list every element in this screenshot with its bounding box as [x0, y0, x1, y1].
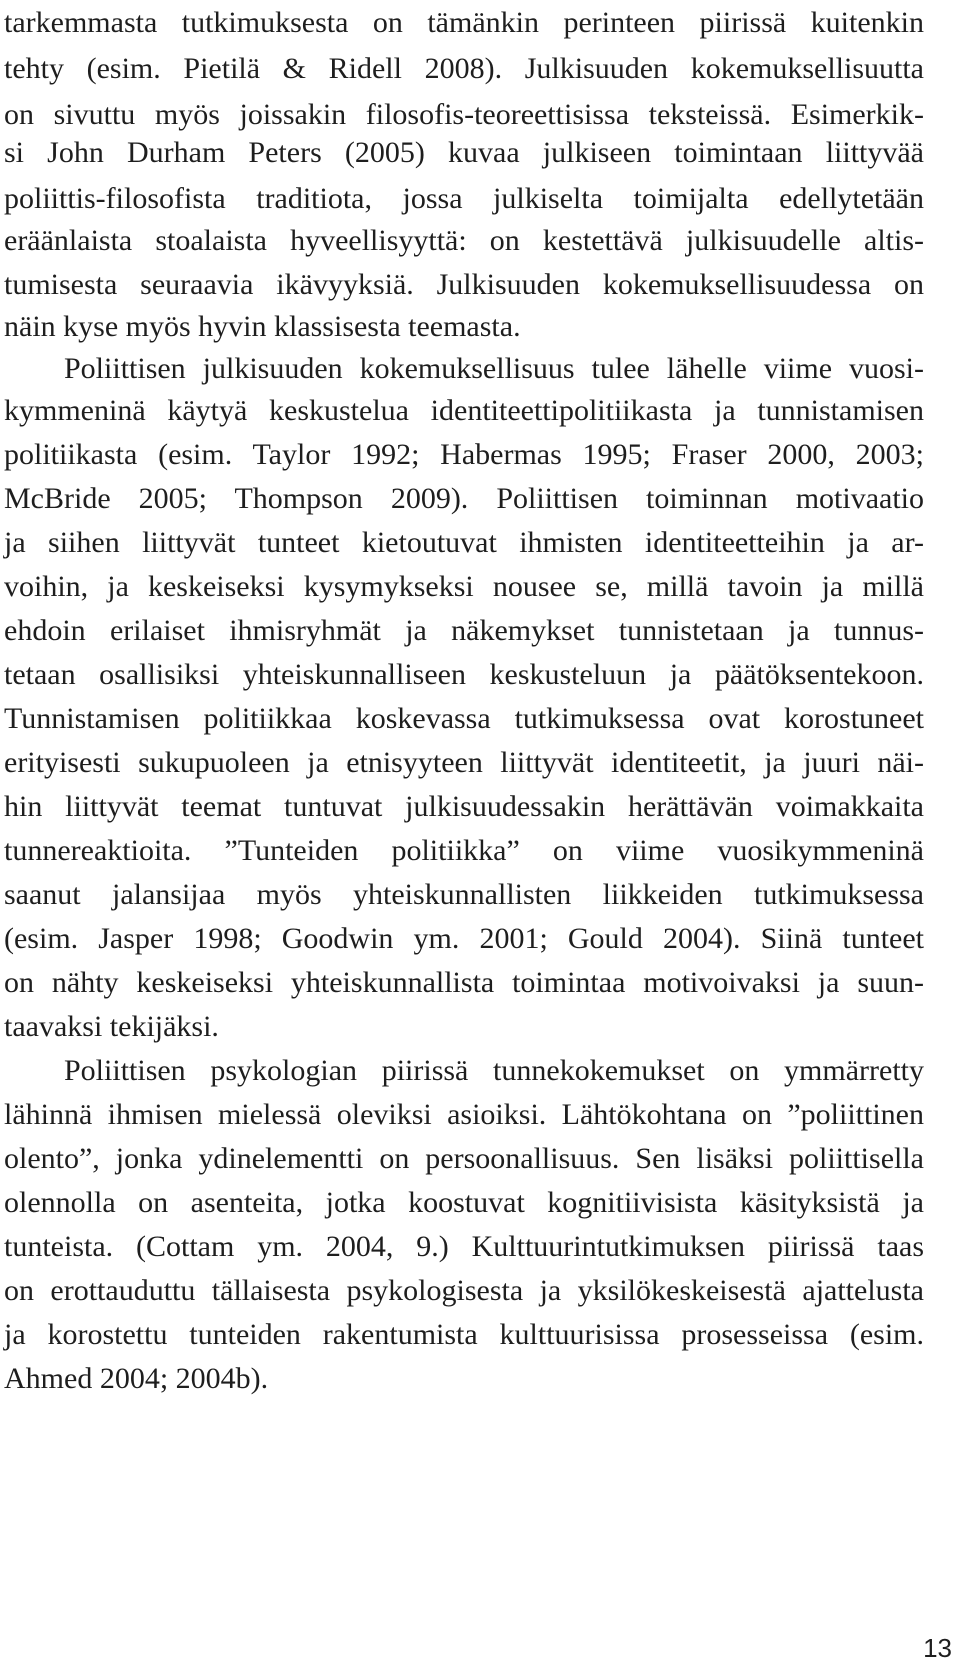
- text-line: on sivuttu myös joissakin filosofis-teoreettisissa teksteissä. Esimerkik-: [4, 98, 924, 131]
- paragraph-first-line: Poliittisen julkisuuden kokemuksellisuus tulee lähelle viime vuosi-: [64, 352, 924, 385]
- text-line: ja korostettu tunteiden rakentumista kulttuurisissa prosesseissa (esim.: [4, 1318, 924, 1351]
- text-line: (esim. Jasper 1998; Goodwin ym. 2001; Gould 2004). Siinä tunteet: [4, 922, 924, 955]
- text-line: hin liittyvät teemat tuntuvat julkisuudessakin herättävän voimakkaita: [4, 790, 924, 823]
- text-line: tunnereaktioita. ”Tunteiden politiikka” on viime vuosikymmeninä: [4, 834, 924, 867]
- text-line: tetaan osallisiksi yhteiskunnalliseen keskusteluun ja päätöksentekoon.: [4, 658, 924, 691]
- text-line: tumisesta seuraavia ikävyyksiä. Julkisuuden kokemuksellisuudessa on: [4, 268, 924, 301]
- text-line: on nähty keskeiseksi yhteiskunnallista toimintaa motivoivaksi ja suun-: [4, 966, 924, 999]
- text-line: on erottauduttu tällaisesta psykologisesta ja yksilökeskeisestä ajattelusta: [4, 1274, 924, 1307]
- text-line: ja siihen liittyvät tunteet kietoutuvat ihmisten identiteetteihin ja ar-: [4, 526, 924, 559]
- page-number: 13: [923, 1633, 952, 1663]
- text-line: erityisesti sukupuoleen ja etnisyyteen liittyvät identiteetit, ja juuri näi-: [4, 746, 924, 779]
- text-line: Ahmed 2004; 2004b).: [4, 1362, 269, 1395]
- text-line: kymmeninä käytyä keskustelua identiteettipolitiikasta ja tunnistamisen: [4, 394, 924, 427]
- text-line: si John Durham Peters (2005) kuvaa julkiseen toimintaan liittyvää: [4, 136, 924, 169]
- text-line: McBride 2005; Thompson 2009). Poliittisen toiminnan motivaatio: [4, 482, 924, 515]
- paragraph-first-line: Poliittisen psykologian piirissä tunnekokemukset on ymmärretty: [64, 1054, 924, 1087]
- text-line: eräänlaista stoalaista hyveellisyyttä: on kestettävä julkisuudelle altis-: [4, 224, 924, 257]
- text-line: Tunnistamisen politiikkaa koskevassa tutkimuksessa ovat korostuneet: [4, 702, 924, 735]
- text-line: tehty (esim. Pietilä & Ridell 2008). Julkisuuden kokemuksellisuutta: [4, 52, 924, 85]
- text-line: olennolla on asenteita, jotka koostuvat kognitiivisista käsityksistä ja: [4, 1186, 924, 1219]
- text-line: voihin, ja keskeiseksi kysymykseksi nousee se, millä tavoin ja millä: [4, 570, 924, 603]
- text-line: näin kyse myös hyvin klassisesta teemasta.: [4, 310, 521, 343]
- text-line: lähinnä ihmisen mielessä oleviksi asioiksi. Lähtökohtana on ”poliittinen: [4, 1098, 924, 1131]
- text-line: poliittis-filosofista traditiota, jossa julkiselta toimijalta edellytetään: [4, 182, 924, 215]
- text-line: tunteista. (Cottam ym. 2004, 9.) Kulttuurintutkimuksen piirissä taas: [4, 1230, 924, 1263]
- text-line: taavaksi tekijäksi.: [4, 1010, 219, 1043]
- text-line: politiikasta (esim. Taylor 1992; Habermas 1995; Fraser 2000, 2003;: [4, 438, 924, 471]
- text-line: ehdoin erilaiset ihmisryhmät ja näkemykset tunnistetaan ja tunnus-: [4, 614, 924, 647]
- text-line: olento”, jonka ydinelementti on persoonallisuus. Sen lisäksi poliittisella: [4, 1142, 924, 1175]
- text-line: tarkemmasta tutkimuksesta on tämänkin perinteen piirissä kuitenkin: [4, 6, 924, 39]
- text-line: saanut jalansijaa myös yhteiskunnallisten liikkeiden tutkimuksessa: [4, 878, 924, 911]
